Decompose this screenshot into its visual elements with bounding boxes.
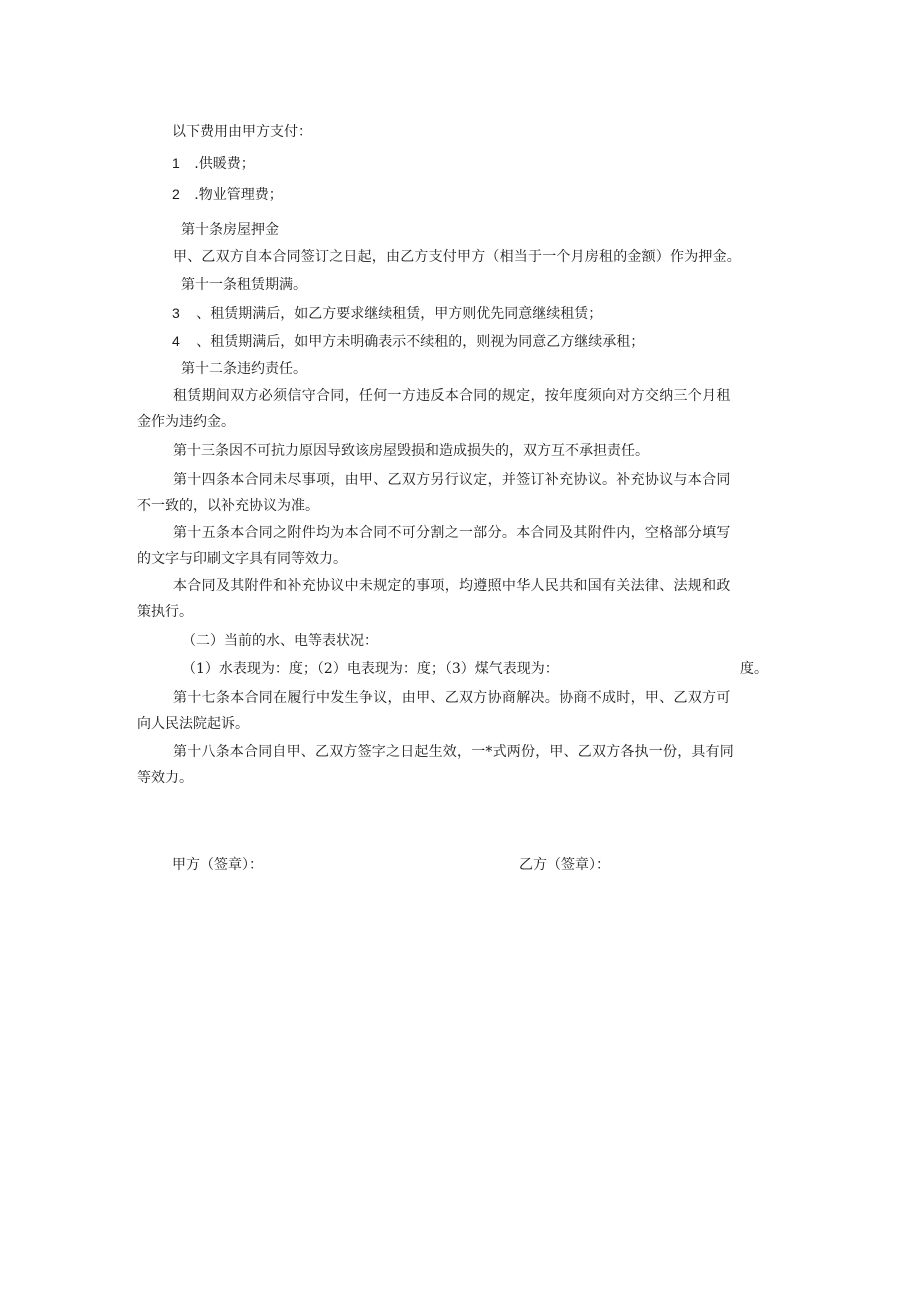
article-18-line2: 等效力。 [137,770,193,786]
article-10-title: 第十条房屋押金 [181,222,279,238]
article-13: 第十三条因不可抗力原因导致该房屋毁损和造成损失的，双方互不承担责任。 [173,443,649,459]
item-number: 4 [172,333,180,349]
list-item-heating [172,153,255,174]
article-18-line1: 第十八条本合同自甲、乙双方签字之日起生效，一*式两份，甲、乙双方各执一份，具有同 [173,744,734,760]
article-14-line1: 第十四条本合同未尽事项，由甲、乙双方另行议定，并签订补充协议。补充协议与本合同 [173,472,731,488]
article-15-line1: 第十五条本合同之附件均为本合同不可分割之一部分。本合同及其附件内，空格部分填写 [173,525,731,541]
article-11-title: 第十一条租赁期满。 [181,277,307,293]
supplement-clause-line2: 策执行。 [137,604,193,620]
item-text: .供暖费； [194,156,255,172]
item-number: 2 [172,186,180,202]
item-text: 、租赁期满后，如乙方要求继续租赁，甲方则优先同意继续租赁； [196,306,603,322]
supplement-clause-line1: 本合同及其附件和补充协议中未规定的事项，均遵照中华人民共和国有关法律、法规和政 [173,578,731,594]
meter-readings-unit: 度。 [740,661,768,677]
article-17-line2: 向人民法院起诉。 [137,716,249,732]
party-b-signature: 乙方（签章）： [519,857,610,873]
fee-intro: 以下费用由甲方支付： [172,124,312,140]
item-text: 、租赁期满后，如甲方未明确表示不续租的，则视为同意乙方继续承租； [196,334,645,350]
article-15-line2: 的文字与印刷文字具有同等效力。 [137,551,347,567]
article-14-line2: 不一致的，以补充协议为准。 [137,498,319,514]
meter-readings: （1）水表现为：度；（2）电表现为：度；（3）煤气表现为： [182,661,559,677]
party-a-signature: 甲方（签章）： [172,857,263,873]
article-17-line1: 第十七条本合同在履行中发生争议，由甲、乙双方协商解决。协商不成时，甲、乙双方可 [173,690,731,706]
list-item-property-fee [172,184,283,205]
article-12-body-line1: 租赁期间双方必须信守合同，任何一方违反本合同的规定，按年度须向对方交纳三个月租 [173,388,731,404]
article-12-body-line2: 金作为违约金。 [137,414,235,430]
item-number: 3 [172,305,180,321]
list-item-renewal [172,303,602,324]
meter-status-title: （二）当前的水、电等表状况： [182,633,378,649]
article-10-body: 甲、乙双方自本合同签订之日起，由乙方支付甲方（相当于一个月房租的金额）作为押金。 [173,249,741,265]
item-number: 1 [172,155,180,171]
item-text: .物业管理费； [194,187,283,203]
article-12-title: 第十二条违约责任。 [181,361,307,377]
list-item-implicit-renewal [172,331,644,352]
